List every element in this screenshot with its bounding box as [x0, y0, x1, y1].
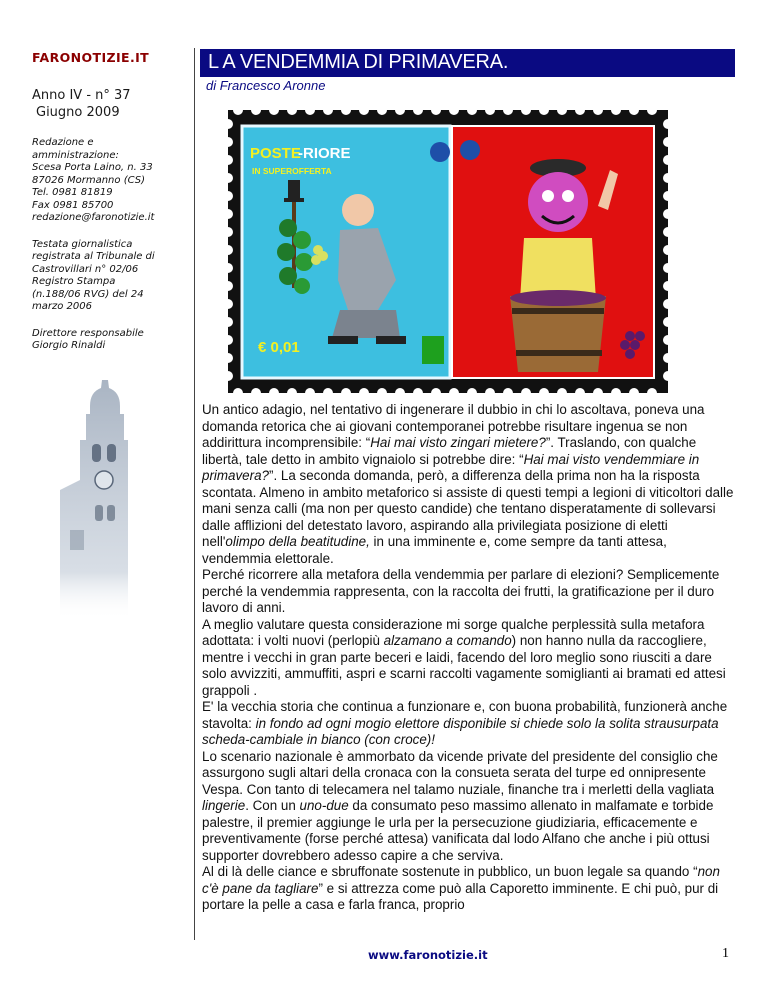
- article-title: L A VENDEMMIA DI PRIMAVERA.: [208, 51, 509, 73]
- masthead-sidebar: [32, 50, 182, 353]
- satirical-stamp-illustration: [228, 110, 668, 393]
- article-title-bar: [200, 49, 735, 77]
- article-paragraph: E' la vecchia storia che continua a funzionare e, con buona probabilità, funzionerà anche stavolta: in fondo ad ogni mogio elettore disponibile si chiede solo la solita strausurpata scheda-cambiale in bianco (con croce)!: [202, 699, 728, 747]
- redazione-line: Fax 0981 85700: [32, 199, 114, 211]
- redazione-line: 87026 Mormanno (CS): [32, 174, 146, 186]
- column-divider: [194, 48, 195, 940]
- redazione-line: Scesa Porta Laino, n. 33: [32, 162, 153, 173]
- article-paragraph: Perché ricorrere alla metafora della vendemmia per parlare di elezioni? Semplicemente perché la vendemmia rappresenta, con la raccolta dei frutti, la gratificazione per il duro lavoro di anni.: [202, 567, 720, 615]
- article-byline: di Francesco Aronne: [206, 78, 326, 93]
- article-body: [202, 402, 734, 914]
- issue-number: Anno IV - n° 37: [32, 88, 131, 103]
- party-logo-right-icon: [460, 140, 480, 160]
- testata-line: (n.188/06 RVG) del 24: [32, 288, 144, 300]
- stamp-price: € 0,01: [258, 339, 300, 356]
- redazione-email: redazione@faronotizie.it: [32, 212, 155, 223]
- direttore-block: [32, 328, 182, 353]
- party-logo-p-icon: [422, 336, 444, 364]
- testata-line: marzo 2006: [32, 301, 92, 312]
- article-paragraph: A meglio valutare questa considerazione mi sorge qualche perplessità sulla metafora adottata: i volti nuovi (perlopiù alzamano a comando) non hanno nulla da raccogliere, mentre i vecchi in gran parte beceri e laidi, facendo del loro meglio sono riusciti a dare solo avvizziti, ammuffiti, aspri e scarni raccolti vagamente somiglianti ai bramati ed attesi grappoli .: [202, 616, 726, 698]
- stamp-brand-riore: -RIORE: [298, 145, 351, 162]
- testata-line: Testata giornalistica: [32, 238, 133, 250]
- bell-tower-illustration: [40, 380, 170, 620]
- party-logo-icon: [430, 142, 450, 162]
- wine-barrel-icon: [510, 290, 606, 372]
- stamp-brand-poste: POSTE: [250, 145, 301, 162]
- direttore-name: Giorgio Rinaldi: [32, 340, 106, 351]
- stamp-subtitle: IN SUPEROFFERTA: [252, 166, 332, 176]
- redazione-line: Tel. 0981 81819: [32, 187, 113, 198]
- article-paragraph: Un antico adagio, nel tentativo di ingenerare il dubbio in chi lo ascoltava, poneva una domanda retorica che ai giovani contemporanei potrebbe risultare ingenua se non addirittura incomprensibile: “Hai mai visto zingari mietere?”. Traslando, con qualche libertà, tale detto in ambito vignaiolo si potrebbe dire: “Hai mai visto vendemmiare in primavera?”. La seconda domanda, però, a differenza della prima non ha la risposta scontata. Almeno in ambito metaforico si assiste di questi tempi a legioni di viticoltori dalle mani senza calli (ma non per questo candide) che tentano disperatamente di sollevarsi dalle afflizioni del detestato lavoro, aspirando alla privilegiata posizione di eletti nell'olimpo della beatitudine, in una imminente e, come sempre da tanti attesa, vendemmia elettorale.: [202, 402, 734, 566]
- article-paragraph: Lo scenario nazionale è ammorbato da vicende private del presidente del consiglio che assurgono sugli altari della cronaca con la consueta serata del turpe ed onnipresente Vespa. Con tanto di telecamera nel talamo nuziale, finanche tra i merletti della vagliata lingerie. Con un uno-due da consumato peso massimo allenato in malfamate e torbide palestre, il premier aggiunge le urla per la persecuzione giudiziaria, efficacemente e preventivamente (forse perché attesa) vanificata dal lodo Alfano che anche i più ottusi supporter dovrebbero adesso capire a che serviva.: [202, 748, 718, 863]
- redazione-line: Redazione e: [32, 137, 94, 148]
- redazione-block: [32, 137, 182, 225]
- direttore-line: Direttore responsabile: [32, 327, 144, 339]
- testata-line: registrata al Tribunale di: [32, 251, 155, 262]
- testata-block: [32, 239, 182, 314]
- testata-line: Castrovillari n° 02/06: [32, 263, 139, 275]
- footer-website-link[interactable]: www.faronotizie.it: [368, 948, 488, 962]
- issue-info: [32, 87, 182, 121]
- page-number: 1: [722, 946, 729, 961]
- testata-line: Registro Stampa: [32, 276, 116, 287]
- redazione-line: amministrazione:: [32, 149, 119, 161]
- issue-date: Giugno 2009: [36, 105, 120, 120]
- publication-name: FARONOTIZIE.IT: [32, 50, 150, 65]
- article-paragraph: Al di là delle ciance e sbruffonate sostenute in pubblico, un buon legale sa quando “non c'è pane da tagliare” e si attrezza come può alla Caporetto imminente. E chi può, pur di portare la pelle a casa e farla franca, proprio: [202, 864, 720, 912]
